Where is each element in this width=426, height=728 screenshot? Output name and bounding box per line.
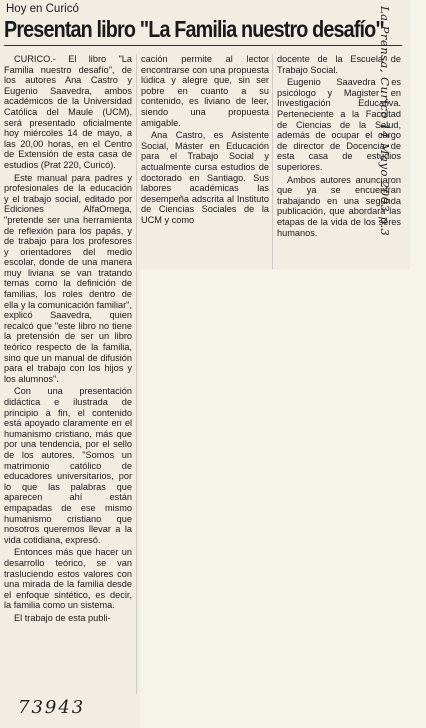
- paragraph: Eugenio Saavedra es psicólogo y Magister en Investigación Educativa. Perteneciente a la Facultad de Ciencias de la Salud, además de ocupar el cargo de director de Docencia de esta casa de estudios superiores.: [277, 77, 401, 172]
- handwritten-source-note: La Prensa, Curico 14 Mayo 2003 p.3: [378, 6, 392, 237]
- article-column-2: [141, 54, 269, 228]
- paragraph: Entonces más que hacer un desarrollo teórico, se van trasluciendo estos valores con una mirada de la familia desde el enfoque sintético, es decir, la familia como un sistema.: [4, 547, 132, 611]
- paragraph: Con una presentación didáctica e ilustrada de principio a fin, el contenido está apoyado claramente en el humanismo cristiano, más que por una tendencia, por el sello de los autores. "Somos un matrimonio católico de educadores universitarios, por lo que las palabras que aparecen ahí están empapadas de ese mismo humanismo cristiano que nosotros queremos llevar a la vida cotidiana, expresó.: [4, 386, 132, 545]
- blank-area: [140, 270, 410, 728]
- paragraph: docente de la Escuela de Trabajo Social.: [277, 54, 401, 75]
- headline: Presentan libro "La Familia nuestro desafío": [4, 16, 384, 42]
- paragraph: CURICO.- El libro "La Familia nuestro desafío", de los autores Ana Castro y Eugenio Saavedra, ambos académicos de la Universidad Católica del Maule (UCM), será presentado oficialmente hoy miércoles 14 de mayo, a las 20,00 horas, en el Centro de Extensión de esta casa de estudios (Prat 220, Curicó).: [4, 54, 132, 170]
- paragraph: Ana Castro, es Asistente Social, Máster en Educación para el Trabajo Social y actualmente cursa estudios de doctorado en Santiago. Sus labores académicas las desempeña adscrita al Instituto de Ciencias Sociales de la UCM y como: [141, 130, 269, 225]
- section-kicker: Hoy en Curicó: [6, 3, 79, 15]
- paragraph: El trabajo de esta publi-: [14, 612, 111, 623]
- paragraph: Este manual para padres y profesionales de la educación y el trabajo social, editado por Ediciones AlfaOmega, "pretende ser una herramienta de reflexión para los papás, y de trabajo para los profesores y orientadores del medio escolar, donde de una manera muy liviana se van tratando temas como la definición de familias, los roles dentro de ella y la comunicación familiar", explicó Saavedra, quien recalcó que "este libro no tiene la pretensión de ser un libro teórico respecto de la familia, sino que un manual de difusión para el trabajo con los hijos y los alumnos".: [4, 172, 132, 384]
- column-divider: [272, 54, 273, 269]
- paragraph: Ambos autores anunciaron que ya se encuentran trabajando en una segunda publicación, que abordará las etapas de la vida de los seres humanos.: [277, 174, 401, 238]
- handwritten-archive-number: 73943: [18, 697, 86, 718]
- column-divider: [136, 54, 137, 694]
- paragraph: cación permite al lector encontrarse con una propuesta lúdica y alegre que, sin ser pobre en cuanto a su contenido, es liviano de leer, siendo una propuesta amigable.: [141, 54, 269, 128]
- headline-rule: [4, 45, 402, 46]
- article-column-1: [4, 54, 132, 625]
